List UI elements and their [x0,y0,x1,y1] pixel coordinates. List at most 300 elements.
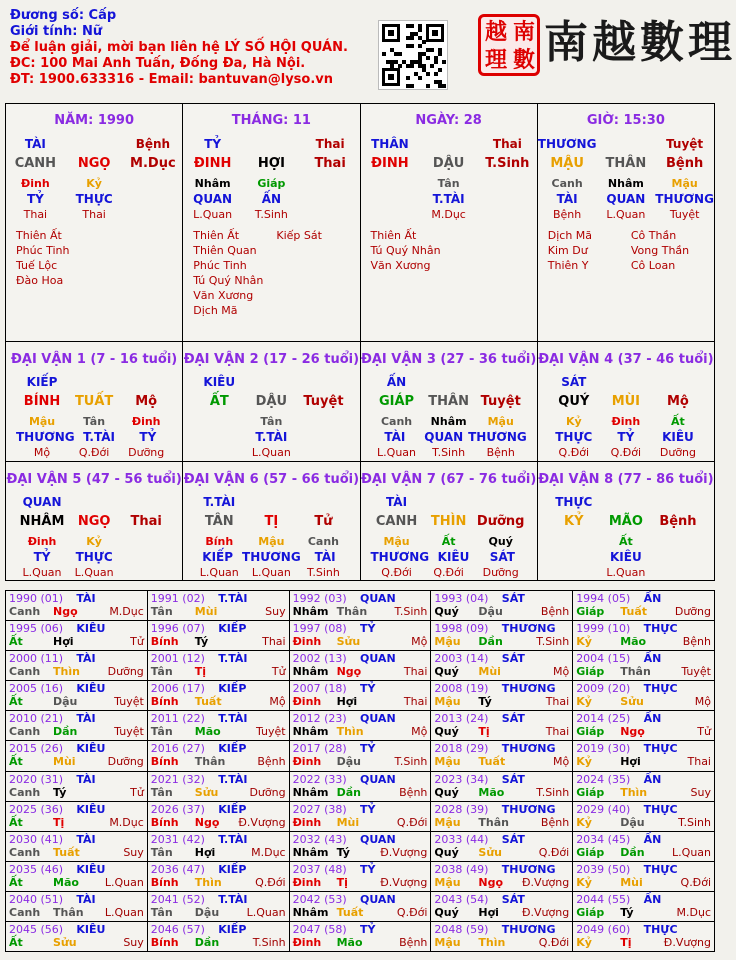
ten-god-row-cell: TỶ [204,137,222,151]
year-life-stage: M.Dục [109,605,144,618]
ten-god-row-cell: Thai [315,137,345,151]
hidden-stems-row [193,535,349,548]
year-cell[interactable] [290,711,431,740]
year-stem: Quý [434,665,459,679]
year-label: 2004 (15) [576,652,631,666]
year-cell[interactable] [431,772,572,801]
year-cell[interactable] [573,591,714,620]
hidden-stems-row-cell: Kỷ [86,177,102,190]
ten-god-row [16,495,172,509]
year-branch: Tị [478,725,490,739]
hidden-stems-row-cell [120,535,172,548]
year-life-stage: Mộ [411,635,428,649]
hidden-gods-row [371,550,527,564]
life-stage-row-cell: Dưỡng [482,565,519,579]
year-label: 2031 (42) [150,832,205,846]
year-detail [293,786,428,799]
life-stage-row-cell: Mộ [33,446,51,459]
year-branch: Thìn [194,875,222,889]
hidden-gods-row-cell [478,192,537,206]
hidden-gods-row [361,192,537,206]
year-detail [576,695,711,708]
life-stage-row [16,446,172,459]
pillar-column [361,104,537,341]
life-stage-row-cell: Q.Đới [78,446,110,459]
year-branch: Thìn [478,935,506,949]
star-item: Văn Xương [370,259,431,272]
year-stem: Nhâm [292,725,329,739]
year-label: 2006 (17) [150,682,205,696]
year-ten-god: THỰC [643,742,678,756]
year-stem: Kỷ [576,695,592,709]
year-cell[interactable] [573,651,714,680]
ten-god-row [538,137,714,151]
year-cell[interactable] [290,892,431,921]
year-cell[interactable] [148,862,289,891]
year-header [9,742,144,755]
stem-branch-row [538,156,714,171]
year-life-stage: Tuyệt [114,725,144,739]
year-cell[interactable] [431,741,572,770]
year-label: 2011 (22) [150,712,205,726]
year-cell[interactable] [148,621,289,650]
ten-god-row-cell: KIẾP [26,375,58,389]
hidden-gods-row-cell: TÀI [314,549,336,564]
year-branch: Dần [194,935,220,949]
year-header [576,803,711,816]
stem-branch-row-cell: ẤT [209,394,229,409]
hidden-gods-row-cell [297,430,349,444]
year-stem: Quý [434,785,459,799]
year-ten-god: T.TÀI [218,712,248,726]
life-stage-row-cell [478,208,537,221]
year-cell[interactable] [573,621,714,650]
year-cell[interactable] [290,862,431,891]
year-cell[interactable] [573,741,714,770]
symbolic-stars [548,228,710,273]
hidden-stems-row-cell: Tân [83,415,106,428]
ten-god-row [183,137,359,151]
year-ten-god: KIÊU [76,682,106,696]
star-item [99,273,178,288]
ten-god-row-cell [245,495,297,509]
ten-god-row-cell: THỰC [555,494,593,509]
year-cell[interactable] [290,741,431,770]
qr-code[interactable] [378,20,448,90]
year-life-stage: Tử [697,725,711,739]
year-cell[interactable] [148,832,289,861]
year-branch: Mùi [53,755,76,769]
hidden-stems-row [16,415,172,428]
hidden-gods-row [16,550,172,564]
year-cell[interactable] [573,772,714,801]
star-item: Thiên Ất [16,229,62,242]
life-stage-row-cell: T.Sinh [306,565,340,579]
year-stem: Canh [9,725,41,739]
life-stage-row-cell: L.Quan [251,446,291,459]
year-cell[interactable] [148,741,289,770]
year-cell[interactable] [6,772,147,801]
year-life-stage: Đ.Vượng [521,875,570,889]
year-stem: Đinh [292,935,322,949]
year-cell[interactable] [573,832,714,861]
year-header [293,712,428,725]
year-cell[interactable] [431,681,572,710]
year-header [9,712,144,725]
year-cell[interactable] [148,651,289,680]
year-stem: Giáp [576,725,605,739]
year-stem: Ất [9,695,23,709]
year-cell[interactable] [573,892,714,921]
year-branch: Dậu [336,755,361,769]
hidden-stems-row-cell: Tân [260,415,283,428]
hidden-stems-row-cell: Đinh [131,415,161,428]
year-header [434,592,569,605]
year-cell[interactable] [6,711,147,740]
year-detail [9,665,144,678]
year-cell[interactable] [290,621,431,650]
year-life-stage: Suy [123,935,144,949]
year-detail [434,936,569,949]
year-detail [293,695,428,708]
year-branch: Sửu [194,785,219,799]
year-cell[interactable] [573,922,714,951]
year-stem: Tân [150,665,173,679]
year-branch: Ngọ [53,605,78,618]
year-branch: Mùi [478,665,501,679]
year-cell[interactable] [290,922,431,951]
star-item: Thiên Quan [193,244,257,257]
stem-branch-row-cell: CANH [14,156,57,171]
life-stage-row [371,566,527,579]
year-branch: Thân [336,605,368,618]
year-header [151,893,286,906]
year-header [9,923,144,936]
hidden-gods-row-cell: ẤN [261,192,282,206]
year-header [434,863,569,876]
year-cell[interactable] [431,651,572,680]
year-header [151,773,286,786]
year-header [434,682,569,695]
year-cell[interactable] [431,922,572,951]
year-ten-god: SÁT [501,772,525,786]
star-item: Đào Hoa [16,274,64,287]
year-stem: Kỷ [576,935,592,949]
year-cell[interactable] [148,892,289,921]
qr-module [390,64,394,68]
chart-header [10,8,370,88]
year-cell[interactable] [6,892,147,921]
hidden-gods-row-cell [301,192,360,206]
year-cell[interactable] [290,681,431,710]
year-cell[interactable] [148,922,289,951]
year-header [293,893,428,906]
year-life-stage: Q.Đới [538,935,570,949]
dai-van-title: ĐẠI VẬN 4 (37 - 46 tuổi) [538,352,714,367]
hidden-stems-row-cell: Ất [618,534,633,548]
year-stem: Quý [434,905,459,919]
year-detail [151,876,286,889]
ten-god-row-cell: THÂN [371,137,409,151]
stem-branch-row-cell: THÂN [605,156,647,171]
qr-module [430,64,434,68]
seal-char: 南 [513,19,536,45]
year-label: 2049 (60) [576,922,631,936]
year-stem: Đinh [292,815,322,829]
ten-god-row-cell: THƯƠNG [537,137,597,151]
year-detail [9,635,144,648]
year-stem: Tân [150,785,173,799]
hidden-gods-row-cell: THƯƠNG [370,549,430,564]
stem-branch-row [361,156,537,171]
ten-god-row-cell [475,495,527,509]
year-branch: Dần [620,845,645,859]
year-ten-god: TỶ [359,682,376,696]
ten-god-row-cell [652,495,704,509]
star-item: Cô Loan [630,259,676,272]
year-life-stage: Mộ [269,695,286,709]
year-branch: Sửu [336,635,361,649]
year-life-stage: Mộ [694,695,711,709]
year-header [151,742,286,755]
year-cell[interactable] [573,802,714,831]
ten-god-row-cell: Tuyệt [666,137,704,151]
year-life-stage: Thai [545,695,570,709]
hidden-gods-row-cell: THƯƠNG [242,549,301,564]
year-cell[interactable] [6,802,147,831]
year-detail [151,936,286,949]
year-cell[interactable] [148,591,289,620]
year-detail [434,665,569,678]
year-label: 2028 (39) [434,802,489,816]
ten-god-row-cell [297,495,349,509]
year-cell[interactable] [431,892,572,921]
star-item: Kiếp Sát [276,229,322,242]
year-detail [9,695,144,708]
year-life-stage: L.Quan [672,845,711,859]
year-cell[interactable] [573,711,714,740]
year-detail [434,755,569,768]
year-cell[interactable] [6,591,147,620]
year-detail [9,605,144,618]
qr-module [438,68,442,72]
year-label: 2025 (36) [9,802,64,816]
year-ten-god: THƯƠNG [501,862,556,876]
year-stem: Mậu [434,635,461,649]
address: ĐC: 100 Mai Anh Tuấn, Đống Đa, Hà Nội. [10,56,306,71]
year-header [576,863,711,876]
hidden-stems-row [371,415,527,428]
qr-module [442,60,446,64]
stem-branch-row-cell: NGỌ [77,156,111,171]
year-detail [576,786,711,799]
year-cell[interactable] [6,651,147,680]
year-header [293,622,428,635]
year-label: 2001 (12) [150,652,205,666]
pillar-title: GIỜ: 15:30 [586,113,665,128]
four-pillars-table [5,103,715,342]
year-header [576,652,711,665]
year-ten-god: THỰC [643,802,678,816]
star-item [454,228,533,243]
year-cell[interactable] [431,621,572,650]
year-cell[interactable] [290,651,431,680]
year-cell[interactable] [148,711,289,740]
year-label: 2002 (13) [292,652,347,666]
year-detail [293,605,428,618]
seal-char: 理 [485,47,508,73]
hidden-gods-row-cell: T.TÀI [255,430,288,444]
year-detail [434,846,569,859]
year-cell[interactable] [431,711,572,740]
stem-branch-row-cell: Tuyệt [303,394,344,409]
stem-branch-row-cell: KỶ [564,513,584,529]
hidden-gods-row-cell [193,430,245,444]
year-label: 2037 (48) [292,862,347,876]
ten-god-row-cell [419,137,478,151]
year-header [434,803,569,816]
ten-god-row-cell [423,495,475,509]
ten-god-row [193,375,349,389]
ten-god-row [16,375,172,389]
hidden-stems-row-cell: Đinh [611,415,641,428]
dai-van-cell [361,342,537,461]
year-label: 2034 (45) [576,832,631,846]
year-cell[interactable] [6,922,147,951]
hidden-gods-row-cell: THƯƠNG [655,192,714,206]
star-item [99,228,178,243]
year-ten-god: THƯƠNG [501,742,556,756]
year-cell[interactable] [290,832,431,861]
year-label: 2030 (41) [9,832,64,846]
year-life-stage: T.Sinh [394,605,428,618]
year-header [576,833,711,846]
year-cell[interactable] [290,772,431,801]
pillar-column [538,104,714,341]
year-branch: Tuất [478,755,506,769]
year-ten-god: THƯƠNG [501,622,556,636]
stem-branch-row [16,394,172,409]
year-ten-god: KIÊU [76,622,106,636]
life-stage-row-cell: L.Quan [22,565,62,579]
year-cell[interactable] [290,802,431,831]
life-stage-row-cell: M.Dục [431,208,466,221]
year-label: 2014 (25) [576,712,631,726]
ten-god-row-cell [423,375,475,389]
year-label: 2036 (47) [150,862,205,876]
hidden-stems-row-cell: Nhâm [607,177,644,190]
hidden-gods-row-cell: TỶ [33,549,51,564]
qr-module [418,76,422,80]
year-stem: Mậu [434,935,461,949]
year-cell[interactable] [148,681,289,710]
ten-god-row [6,137,182,151]
year-cell[interactable] [6,862,147,891]
life-stage-row [548,446,704,459]
ten-god-row-cell [475,375,527,389]
star-item: Kim Dư [547,244,588,257]
year-header [151,923,286,936]
year-cell[interactable] [431,802,572,831]
year-detail [293,755,428,768]
year-branch: Mùi [336,815,360,829]
year-ten-god: TÀI [76,592,96,605]
year-cell[interactable] [148,772,289,801]
symbolic-stars [16,228,178,288]
ten-god-row-cell [245,375,297,389]
hidden-stems-row-cell: Mậu [28,415,56,428]
year-cell[interactable] [148,802,289,831]
hidden-stems-row-cell [361,177,420,190]
year-cell[interactable] [573,681,714,710]
hidden-gods-row [548,430,704,444]
year-life-stage: Đ.Vượng [521,905,570,919]
year-label: 2016 (27) [150,742,205,756]
symbolic-stars [371,228,533,273]
life-stage-row-cell [652,566,704,579]
year-cell[interactable] [6,621,147,650]
year-cell[interactable] [6,832,147,861]
ten-god-row-cell [600,375,652,389]
year-detail [293,876,428,889]
year-stem: Nhâm [292,665,329,679]
year-cell[interactable] [573,862,714,891]
year-life-stage: Thai [687,755,711,769]
year-branch: Mão [53,875,79,889]
year-label: 2009 (20) [576,682,631,696]
year-cell[interactable] [431,832,572,861]
year-life-stage: L.Quan [104,905,144,919]
pillar-title: THÁNG: 11 [231,113,311,128]
star-item: Thiên Ất [370,229,417,242]
year-branch: Ngọ [478,875,504,889]
year-cell[interactable] [6,741,147,770]
stem-branch-row [548,514,704,529]
year-detail [434,816,569,829]
hidden-gods-row-cell: THỰC [75,549,113,564]
year-detail [576,936,711,949]
year-cell[interactable] [290,591,431,620]
year-cell[interactable] [431,591,572,620]
hidden-gods-row [183,192,359,206]
dai-van-cell [538,342,714,461]
year-life-stage: Đ.Vượng [380,845,428,859]
year-life-stage: Bệnh [399,785,428,799]
year-detail [9,755,144,768]
life-stage-row-cell: Thai [82,208,106,221]
year-detail [151,725,286,738]
year-header [576,773,711,786]
year-cell[interactable] [431,862,572,891]
year-life-stage: Suy [690,785,711,799]
year-branch: Thìn [336,725,364,739]
year-ten-god: THỰC [643,922,678,936]
pillar-title: NGÀY: 28 [415,113,482,128]
year-stem: Mậu [434,755,461,769]
year-header [293,592,428,605]
year-label: 2000 (11) [9,652,64,666]
stem-branch-row-cell: Tử [314,513,333,529]
year-stem: Bính [150,755,179,769]
dai-van-cell [361,462,537,581]
year-detail [293,725,428,738]
hidden-gods-row [371,430,527,444]
year-cell[interactable] [6,681,147,710]
year-branch: Tuất [194,695,222,709]
life-stage-row-cell: Q.Đới [381,565,412,579]
life-stage-row [6,208,182,221]
year-header [293,923,428,936]
